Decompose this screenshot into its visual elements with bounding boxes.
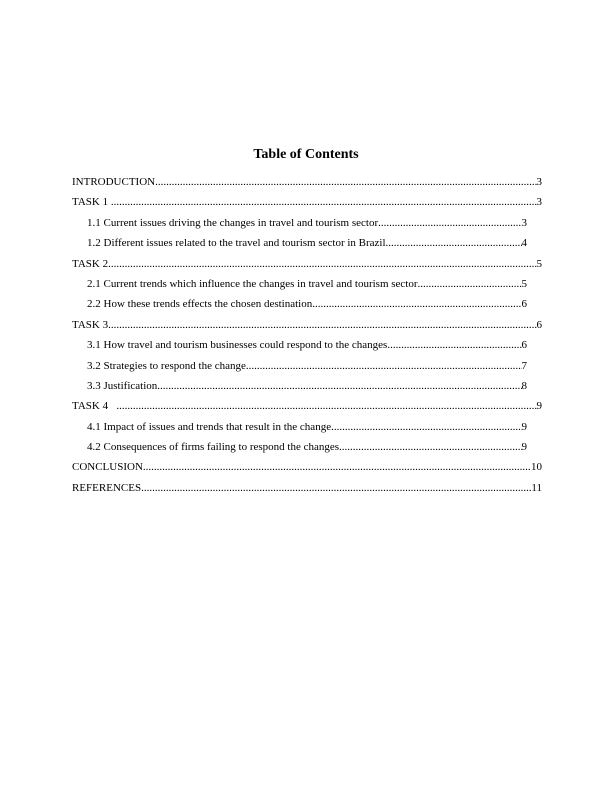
toc-entry-page: 9: [536, 400, 542, 413]
dot-leader: [378, 216, 521, 230]
toc-entry-label: TASK 1: [72, 196, 111, 209]
toc-entry-page: 7: [521, 359, 527, 372]
toc-entry-label: INTRODUCTION: [72, 176, 156, 188]
toc-entry-task-1[interactable]: [72, 195, 542, 215]
toc-entry-task-3[interactable]: [72, 318, 542, 338]
toc-list: [72, 175, 542, 501]
toc-entry-label: 4.1 Impact of issues and trends that result in the change: [87, 420, 332, 433]
toc-entry-2-2[interactable]: [72, 297, 527, 317]
toc-entry-page: 4: [521, 237, 527, 250]
toc-entry-page: 6: [521, 339, 527, 352]
toc-entry-task-4[interactable]: [72, 399, 542, 419]
toc-entry-label: 1.1 Current issues driving the changes in travel and tourism sector: [87, 216, 379, 229]
toc-entry-page: 10: [531, 461, 542, 474]
toc-entry-label: CONCLUSION: [72, 461, 143, 474]
toc-entry-label: 4.2 Consequences of firms failing to respond the changes: [87, 441, 340, 454]
dot-leader: [418, 277, 522, 291]
toc-entry-page: 3: [521, 216, 527, 229]
dot-leader: [331, 420, 521, 434]
dot-leader: [312, 297, 521, 311]
dot-leader: [155, 175, 536, 189]
toc-entry-label: 2.2 How these trends effects the chosen destination: [87, 298, 313, 311]
toc-entry-3-1[interactable]: [72, 338, 527, 358]
toc-entry-3-3[interactable]: [72, 379, 527, 399]
toc-entry-page: 6: [521, 298, 527, 311]
toc-entry-page: 3: [536, 176, 542, 188]
toc-entry-3-2[interactable]: [72, 359, 527, 379]
toc-entry-page: 5: [521, 277, 527, 290]
toc-entry-label: TASK 2: [72, 257, 109, 270]
dot-leader: [108, 318, 536, 332]
toc-entry-4-1[interactable]: [72, 420, 527, 440]
toc-entry-page: 6: [536, 318, 542, 331]
toc-entry-label: 2.1 Current trends which influence the changes in travel and tourism sector: [87, 277, 418, 290]
toc-entry-page: 9: [521, 441, 527, 454]
toc-entry-4-2[interactable]: [72, 440, 527, 460]
toc-entry-2-1[interactable]: [72, 277, 527, 297]
dot-leader: [143, 460, 531, 474]
toc-entry-conclusion[interactable]: [72, 460, 542, 480]
toc-entry-label: TASK 3: [72, 318, 109, 331]
toc-entry-page: 3: [536, 196, 542, 209]
dot-leader: [246, 359, 522, 373]
dot-leader: [387, 338, 521, 352]
dot-leader: [111, 195, 537, 209]
toc-entry-references[interactable]: [72, 481, 542, 501]
toc-entry-page: 11: [531, 481, 542, 494]
dot-leader: [141, 481, 531, 495]
dot-leader: [157, 379, 521, 393]
toc-title: Table of Contents: [253, 147, 359, 162]
dot-leader: [116, 399, 536, 413]
dot-leader: [386, 236, 522, 250]
toc-entry-task-2[interactable]: [72, 257, 542, 277]
toc-entry-page: 8: [521, 379, 527, 392]
toc-entry-label: TASK 4: [72, 400, 117, 413]
toc-entry-label: 3.1 How travel and tourism businesses could respond to the changes: [87, 339, 388, 352]
toc-entry-label: 3.3 Justification: [87, 379, 158, 392]
toc-entry-1-1[interactable]: [72, 216, 527, 236]
toc-entry-1-2[interactable]: [72, 236, 527, 256]
dot-leader: [108, 257, 536, 271]
toc-entry-label: 1.2 Different issues related to the travel and tourism sector in Brazil: [87, 237, 386, 250]
toc-entry-label: REFERENCES: [72, 481, 142, 494]
dot-leader: [339, 440, 521, 454]
toc-entry-page: 5: [536, 257, 542, 270]
toc-entry-page: 9: [521, 420, 527, 433]
toc-entry-label: 3.2 Strategies to respond the change: [87, 359, 246, 372]
toc-entry-introduction[interactable]: [72, 175, 542, 195]
